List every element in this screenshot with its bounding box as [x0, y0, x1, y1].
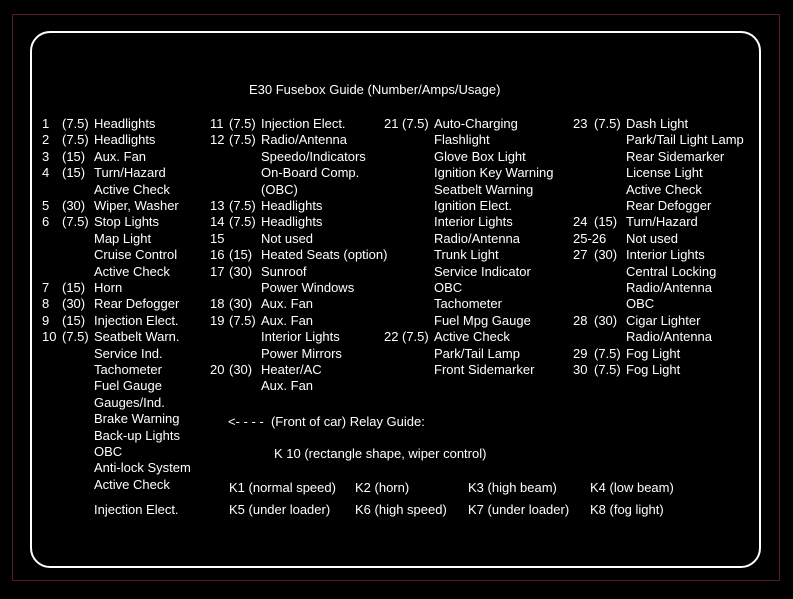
fuse-amp: (15) — [62, 280, 86, 295]
fuse-num: 25-26 — [573, 230, 607, 246]
fuse-amp: (7.5) — [229, 116, 256, 131]
fuse-amp: (7.5) — [62, 116, 89, 131]
fuse-amp: (7.5) — [594, 362, 621, 377]
fuse-use: Interior Lights — [434, 214, 513, 230]
fuse-amp: (7.5) — [229, 312, 256, 328]
fuse-use: Active Check — [94, 181, 170, 197]
relay-k4: K4 (low beam) — [590, 480, 674, 495]
fuse-num: 27 — [573, 247, 588, 263]
fuse-use: Fog Light — [626, 345, 681, 361]
fuse-num: 11 — [210, 116, 224, 131]
fuse-use: Aux. Fan — [94, 148, 147, 164]
fuse-use: Radio/Antenna — [261, 132, 348, 148]
relay-k10: K 10 (rectangle shape, wiper control) — [274, 446, 487, 461]
fuse-num: 2 — [42, 132, 50, 148]
fuse-amp: (7.5) — [62, 132, 89, 148]
fuse-amp: (30) — [594, 247, 618, 263]
page-title: E30 Fusebox Guide (Number/Amps/Usage) — [249, 82, 501, 97]
fuse-use: Radio/Antenna — [626, 329, 713, 345]
fuse-num: 16 — [210, 247, 225, 263]
fuse-amp: (7.5) — [62, 329, 89, 345]
fuse-num: 3 — [42, 148, 50, 164]
fuse-use: Brake Warning — [94, 411, 180, 427]
fuse-use: Cruise Control — [94, 247, 178, 263]
fuse-num: 14 — [210, 214, 225, 230]
fuse-num: 24 — [573, 214, 588, 230]
fuse-use: Service Indicator — [434, 263, 531, 279]
fuse-use: Active Check — [434, 329, 510, 345]
fuse-use: On-Board Comp. — [261, 165, 360, 181]
fuse-use: OBC — [434, 280, 463, 295]
fuse-amp: (30) — [229, 263, 253, 279]
fuse-num: 23 — [573, 116, 588, 131]
fuse-amp: (30) — [62, 198, 86, 213]
fuse-num: 4 — [42, 165, 50, 181]
fuse-use: Headlights — [94, 132, 156, 148]
fuse-use: Turn/Hazard — [94, 165, 166, 181]
fuse-use: Power Windows — [261, 280, 355, 295]
fuse-use: Headlights — [94, 116, 156, 131]
fuse-use: Aux. Fan — [261, 296, 314, 312]
fuse-use: Auto-Charging — [434, 116, 518, 131]
fuse-use: Cigar Lighter — [626, 312, 701, 328]
fuse-amp: (7.5) — [402, 329, 429, 345]
fuse-use: Central Locking — [626, 263, 717, 279]
fuse-use: Tachometer — [94, 362, 162, 377]
fuse-num: 22 — [384, 329, 399, 345]
fuse-num: 10 — [42, 329, 57, 345]
fuse-use: Fog Light — [626, 362, 681, 377]
fuse-num: 8 — [42, 296, 50, 312]
fuse-use: Park/Tail Lamp — [434, 345, 520, 361]
fuse-amp: (15) — [229, 247, 253, 263]
fuse-use: Ignition Key Warning — [434, 165, 554, 181]
fuse-num: 6 — [42, 214, 50, 230]
fuse-num: 19 — [210, 312, 225, 328]
fuse-use: Wiper, Washer — [94, 198, 179, 213]
fuse-use: Heater/AC — [261, 362, 322, 377]
fuse-amp: (7.5) — [229, 214, 256, 230]
fuse-use: Radio/Antenna — [434, 230, 521, 246]
fuse-amp: (15) — [62, 312, 86, 328]
fuse-num: 12 — [210, 132, 225, 148]
fuse-use: Trunk Light — [434, 247, 499, 263]
fuse-num: 7 — [42, 280, 50, 295]
fuse-use: Radio/Antenna — [626, 280, 713, 295]
fuse-use: Not used — [261, 230, 314, 246]
fuse-use: (OBC) — [261, 181, 298, 197]
fuse-use: Seatbelt Warn. — [94, 329, 180, 345]
fuse-10-extra: Injection Elect. — [94, 502, 179, 517]
fuse-use: Dash Light — [626, 116, 689, 131]
fuse-use: Interior Lights — [626, 247, 705, 263]
fuse-use: Park/Tail Light Lamp — [626, 132, 744, 148]
fuse-num: 5 — [42, 198, 50, 213]
fuse-use: Stop Lights — [94, 214, 160, 230]
relay-header: <- - - - (Front of car) Relay Guide: — [228, 414, 425, 429]
fuse-amp: (7.5) — [402, 116, 429, 131]
fuse-num: 29 — [573, 345, 588, 361]
fuse-use: Heated Seats (option) — [261, 247, 388, 263]
relay-k2: K2 (horn) — [355, 480, 410, 495]
fuse-amp: (7.5) — [594, 345, 621, 361]
fuse-num: 13 — [210, 198, 225, 213]
fuse-amp: (30) — [594, 312, 618, 328]
fuse-use: Turn/Hazard — [626, 214, 698, 230]
fuse-num: 9 — [42, 312, 50, 328]
fuse-num: 21 — [384, 116, 399, 131]
fuse-num: 20 — [210, 362, 225, 377]
fuse-num: 17 — [210, 263, 225, 279]
relay-k7: K7 (under loader) — [468, 502, 570, 517]
fuse-use: Injection Elect. — [94, 312, 179, 328]
fuse-use: Active Check — [626, 181, 702, 197]
fuse-amp: (7.5) — [229, 198, 256, 213]
fuse-use: Service Ind. — [94, 345, 163, 361]
fuse-use: Flashlight — [434, 132, 490, 148]
fuse-use: Interior Lights — [261, 329, 340, 345]
fuse-use: Power Mirrors — [261, 345, 342, 361]
fuse-use: Active Check — [94, 263, 170, 279]
fuse-use: OBC — [626, 296, 655, 312]
fuse-use: Fuel Mpg Gauge — [434, 312, 531, 328]
fuse-amp: (30) — [229, 362, 253, 377]
relay-k5: K5 (under loader) — [229, 502, 331, 517]
fuse-use: Gauges/Ind. — [94, 394, 165, 410]
fuse-use: Horn — [94, 280, 123, 295]
fuse-use: Aux. Fan — [261, 312, 314, 328]
fuse-use: Speedo/Indicators — [261, 148, 366, 164]
relay-k6: K6 (high speed) — [355, 502, 447, 517]
fuse-use: Seatbelt Warning — [434, 181, 534, 197]
fuse-num: 1 — [42, 116, 50, 131]
fuse-use: Aux. Fan — [261, 378, 314, 394]
fuse-amp: (7.5) — [594, 116, 621, 131]
fuse-use: Rear Sidemarker — [626, 148, 725, 164]
fuse-num: 18 — [210, 296, 225, 312]
fuse-use: Headlights — [261, 214, 323, 230]
fuse-use: Sunroof — [261, 263, 307, 279]
fuse-use: Rear Defogger — [626, 198, 712, 213]
fuse-amp: (15) — [62, 148, 86, 164]
fuse-use: Rear Defogger — [94, 296, 180, 312]
fuse-amp: (15) — [594, 214, 618, 230]
fuse-num: 15 — [210, 230, 225, 246]
fuse-use: OBC — [94, 444, 123, 459]
fuse-amp: (7.5) — [229, 132, 256, 148]
fuse-use: Anti-lock System — [94, 460, 191, 476]
fuse-use: Injection Elect. — [261, 116, 346, 131]
fuse-amp: (7.5) — [62, 214, 89, 230]
fuse-use: Front Sidemarker — [434, 362, 535, 377]
fuse-num: 28 — [573, 312, 588, 328]
fuse-use: Glove Box Light — [434, 148, 526, 164]
fuse-num: 30 — [573, 362, 588, 377]
relay-k1: K1 (normal speed) — [229, 480, 336, 495]
fuse-use: Map Light — [94, 230, 152, 246]
fuse-use: Tachometer — [434, 296, 502, 312]
fuse-use: Headlights — [261, 198, 323, 213]
relay-k3: K3 (high beam) — [468, 480, 557, 495]
fuse-use: Ignition Elect. — [434, 198, 513, 213]
fuse-use: Not used — [626, 230, 679, 246]
fuse-amp: (15) — [62, 165, 86, 181]
fuse-use: Back-up Lights — [94, 427, 180, 443]
fuse-amp: (30) — [229, 296, 253, 312]
fuse-amp: (30) — [62, 296, 86, 312]
fuse-use: License Light — [626, 165, 703, 181]
relay-k8: K8 (fog light) — [590, 502, 664, 517]
fuse-use: Fuel Gauge — [94, 378, 162, 394]
fuse-use: Active Check — [94, 476, 170, 492]
